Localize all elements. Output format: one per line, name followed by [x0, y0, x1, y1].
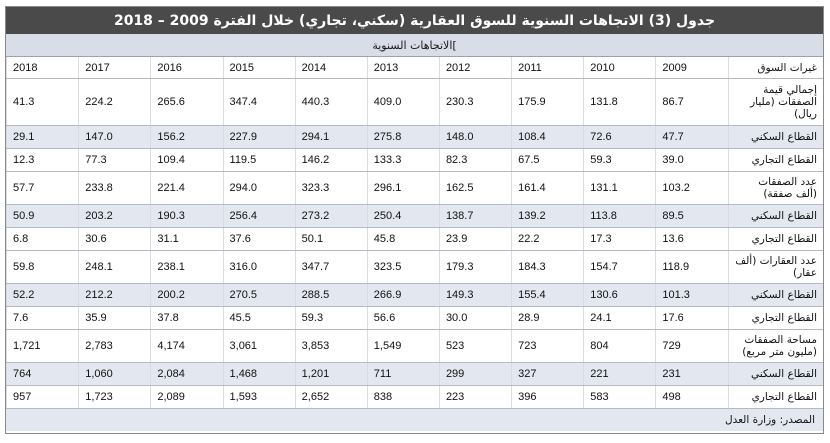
value-cell: 396 [512, 386, 584, 409]
table-row [7, 386, 824, 409]
value-cell: 113.8 [584, 205, 656, 228]
value-cell: 59.8 [7, 251, 79, 284]
value-cell: 119.5 [223, 149, 295, 172]
year-header-cell: 2016 [151, 57, 223, 79]
table-row [7, 126, 824, 149]
value-cell: 162.5 [439, 172, 511, 205]
row-label-cell: عدد العقارات (ألف عقار) [728, 251, 823, 284]
value-cell: 3,061 [223, 330, 295, 363]
table-row [7, 228, 824, 251]
row-label-cell: القطاع التجاري [728, 307, 823, 330]
value-cell: 223 [439, 386, 511, 409]
value-cell: 1,721 [7, 330, 79, 363]
row-label-cell: القطاع السكني [728, 284, 823, 307]
row-label-cell: مساحة الصفقات (مليون متر مربع) [728, 330, 823, 363]
value-cell: 4,174 [151, 330, 223, 363]
table-row [7, 363, 824, 386]
year-header-cell: 2018 [7, 57, 79, 79]
value-cell: 227.9 [223, 126, 295, 149]
value-cell: 294.0 [223, 172, 295, 205]
value-cell: 82.3 [439, 149, 511, 172]
value-cell: 231 [656, 363, 728, 386]
value-cell: 957 [7, 386, 79, 409]
value-cell: 118.9 [656, 251, 728, 284]
value-cell: 273.2 [295, 205, 367, 228]
value-cell: 28.9 [512, 307, 584, 330]
value-cell: 200.2 [151, 284, 223, 307]
value-cell: 89.5 [656, 205, 728, 228]
table-row [7, 172, 824, 205]
value-cell: 41.3 [7, 79, 79, 126]
year-header-cell: 2015 [223, 57, 295, 79]
value-cell: 23.9 [439, 228, 511, 251]
value-cell: 161.4 [512, 172, 584, 205]
row-label-cell: القطاع التجاري [728, 228, 823, 251]
value-cell: 22.2 [512, 228, 584, 251]
value-cell: 103.2 [656, 172, 728, 205]
value-cell: 804 [584, 330, 656, 363]
value-cell: 30.6 [79, 228, 151, 251]
table-row [7, 284, 824, 307]
value-cell: 13.6 [656, 228, 728, 251]
year-header-cell: 2014 [295, 57, 367, 79]
value-cell: 294.1 [295, 126, 367, 149]
table-row [7, 149, 824, 172]
value-cell: 270.5 [223, 284, 295, 307]
value-cell: 130.6 [584, 284, 656, 307]
row-label-cell: إجمالي قيمة الصفقات (مليار ريال) [728, 79, 823, 126]
value-cell: 6.8 [7, 228, 79, 251]
value-cell: 56.6 [367, 307, 439, 330]
value-cell: 347.4 [223, 79, 295, 126]
value-cell: 3,853 [295, 330, 367, 363]
value-cell: 583 [584, 386, 656, 409]
row-label-cell: القطاع السكني [728, 205, 823, 228]
value-cell: 2,089 [151, 386, 223, 409]
value-cell: 498 [656, 386, 728, 409]
value-cell: 45.5 [223, 307, 295, 330]
value-cell: 323.5 [367, 251, 439, 284]
value-cell: 146.2 [295, 149, 367, 172]
value-cell: 131.1 [584, 172, 656, 205]
value-cell: 50.1 [295, 228, 367, 251]
table-row [7, 330, 824, 363]
value-cell: 238.1 [151, 251, 223, 284]
value-cell: 77.3 [79, 149, 151, 172]
year-header-cell: 2011 [512, 57, 584, 79]
value-cell: 179.3 [439, 251, 511, 284]
value-cell: 12.3 [7, 149, 79, 172]
table-row [7, 251, 824, 284]
value-cell: 39.0 [656, 149, 728, 172]
value-cell: 221 [584, 363, 656, 386]
table-row [7, 79, 824, 126]
value-cell: 299 [439, 363, 511, 386]
value-cell: 1,593 [223, 386, 295, 409]
value-cell: 729 [656, 330, 728, 363]
value-cell: 2,652 [295, 386, 367, 409]
row-label-cell: القطاع السكني [728, 126, 823, 149]
value-cell: 266.9 [367, 284, 439, 307]
value-cell: 296.1 [367, 172, 439, 205]
value-cell: 47.7 [656, 126, 728, 149]
value-cell: 133.3 [367, 149, 439, 172]
value-cell: 184.3 [512, 251, 584, 284]
value-cell: 323.3 [295, 172, 367, 205]
value-cell: 265.6 [151, 79, 223, 126]
value-cell: 17.3 [584, 228, 656, 251]
value-cell: 148.0 [439, 126, 511, 149]
table-row [7, 205, 824, 228]
value-cell: 2,084 [151, 363, 223, 386]
value-cell: 108.4 [512, 126, 584, 149]
year-header-cell: 2013 [367, 57, 439, 79]
value-cell: 723 [512, 330, 584, 363]
value-cell: 72.6 [584, 126, 656, 149]
value-cell: 347.7 [295, 251, 367, 284]
header-row [7, 57, 824, 79]
value-cell: 29.1 [7, 126, 79, 149]
value-cell: 409.0 [367, 79, 439, 126]
value-cell: 1,549 [367, 330, 439, 363]
value-cell: 37.8 [151, 307, 223, 330]
value-cell: 190.3 [151, 205, 223, 228]
row-label-cell: القطاع التجاري [728, 386, 823, 409]
value-cell: 59.3 [584, 149, 656, 172]
value-cell: 45.8 [367, 228, 439, 251]
value-cell: 37.6 [223, 228, 295, 251]
value-cell: 30.0 [439, 307, 511, 330]
value-cell: 764 [7, 363, 79, 386]
value-cell: 224.2 [79, 79, 151, 126]
value-cell: 59.3 [295, 307, 367, 330]
value-cell: 275.8 [367, 126, 439, 149]
year-header-cell: 2009 [656, 57, 728, 79]
table-subtitle: ]الاتجاهات السنوية [6, 34, 823, 57]
value-cell: 316.0 [223, 251, 295, 284]
value-cell: 155.4 [512, 284, 584, 307]
value-cell: 212.2 [79, 284, 151, 307]
value-cell: 156.2 [151, 126, 223, 149]
value-cell: 327 [512, 363, 584, 386]
value-cell: 1,060 [79, 363, 151, 386]
value-cell: 230.3 [439, 79, 511, 126]
table-title: جدول (3) الاتجاهات السنوية للسوق العقارية (سكني، تجاري) خلال الفترة 2009 – 2018 [6, 7, 823, 34]
value-cell: 256.4 [223, 205, 295, 228]
value-cell: 109.4 [151, 149, 223, 172]
value-cell: 838 [367, 386, 439, 409]
year-header-cell: 2010 [584, 57, 656, 79]
value-cell: 24.1 [584, 307, 656, 330]
value-cell: 154.7 [584, 251, 656, 284]
value-cell: 50.9 [7, 205, 79, 228]
value-cell: 17.6 [656, 307, 728, 330]
value-cell: 147.0 [79, 126, 151, 149]
value-cell: 139.2 [512, 205, 584, 228]
table-row [7, 307, 824, 330]
row-label-cell: القطاع التجاري [728, 149, 823, 172]
value-cell: 250.4 [367, 205, 439, 228]
value-cell: 149.3 [439, 284, 511, 307]
value-cell: 248.1 [79, 251, 151, 284]
value-cell: 1,723 [79, 386, 151, 409]
value-cell: 288.5 [295, 284, 367, 307]
header-label-cell: غيرات السوق [728, 57, 823, 79]
value-cell: 711 [367, 363, 439, 386]
value-cell: 131.8 [584, 79, 656, 126]
value-cell: 86.7 [656, 79, 728, 126]
value-cell: 57.7 [7, 172, 79, 205]
year-header-cell: 2017 [79, 57, 151, 79]
value-cell: 101.3 [656, 284, 728, 307]
value-cell: 67.5 [512, 149, 584, 172]
value-cell: 175.9 [512, 79, 584, 126]
market-trends-table [6, 57, 823, 409]
value-cell: 138.7 [439, 205, 511, 228]
value-cell: 1,201 [295, 363, 367, 386]
value-cell: 52.2 [7, 284, 79, 307]
row-label-cell: القطاع السكني [728, 363, 823, 386]
source-note: المصدر: وزارة العدل [6, 409, 823, 431]
value-cell: 440.3 [295, 79, 367, 126]
value-cell: 233.8 [79, 172, 151, 205]
year-header-cell: 2012 [439, 57, 511, 79]
value-cell: 221.4 [151, 172, 223, 205]
value-cell: 7.6 [7, 307, 79, 330]
data-table-frame [5, 6, 824, 434]
value-cell: 2,783 [79, 330, 151, 363]
value-cell: 523 [439, 330, 511, 363]
value-cell: 203.2 [79, 205, 151, 228]
value-cell: 31.1 [151, 228, 223, 251]
row-label-cell: عدد الصفقات (ألف صفقة) [728, 172, 823, 205]
value-cell: 1,468 [223, 363, 295, 386]
value-cell: 35.9 [79, 307, 151, 330]
